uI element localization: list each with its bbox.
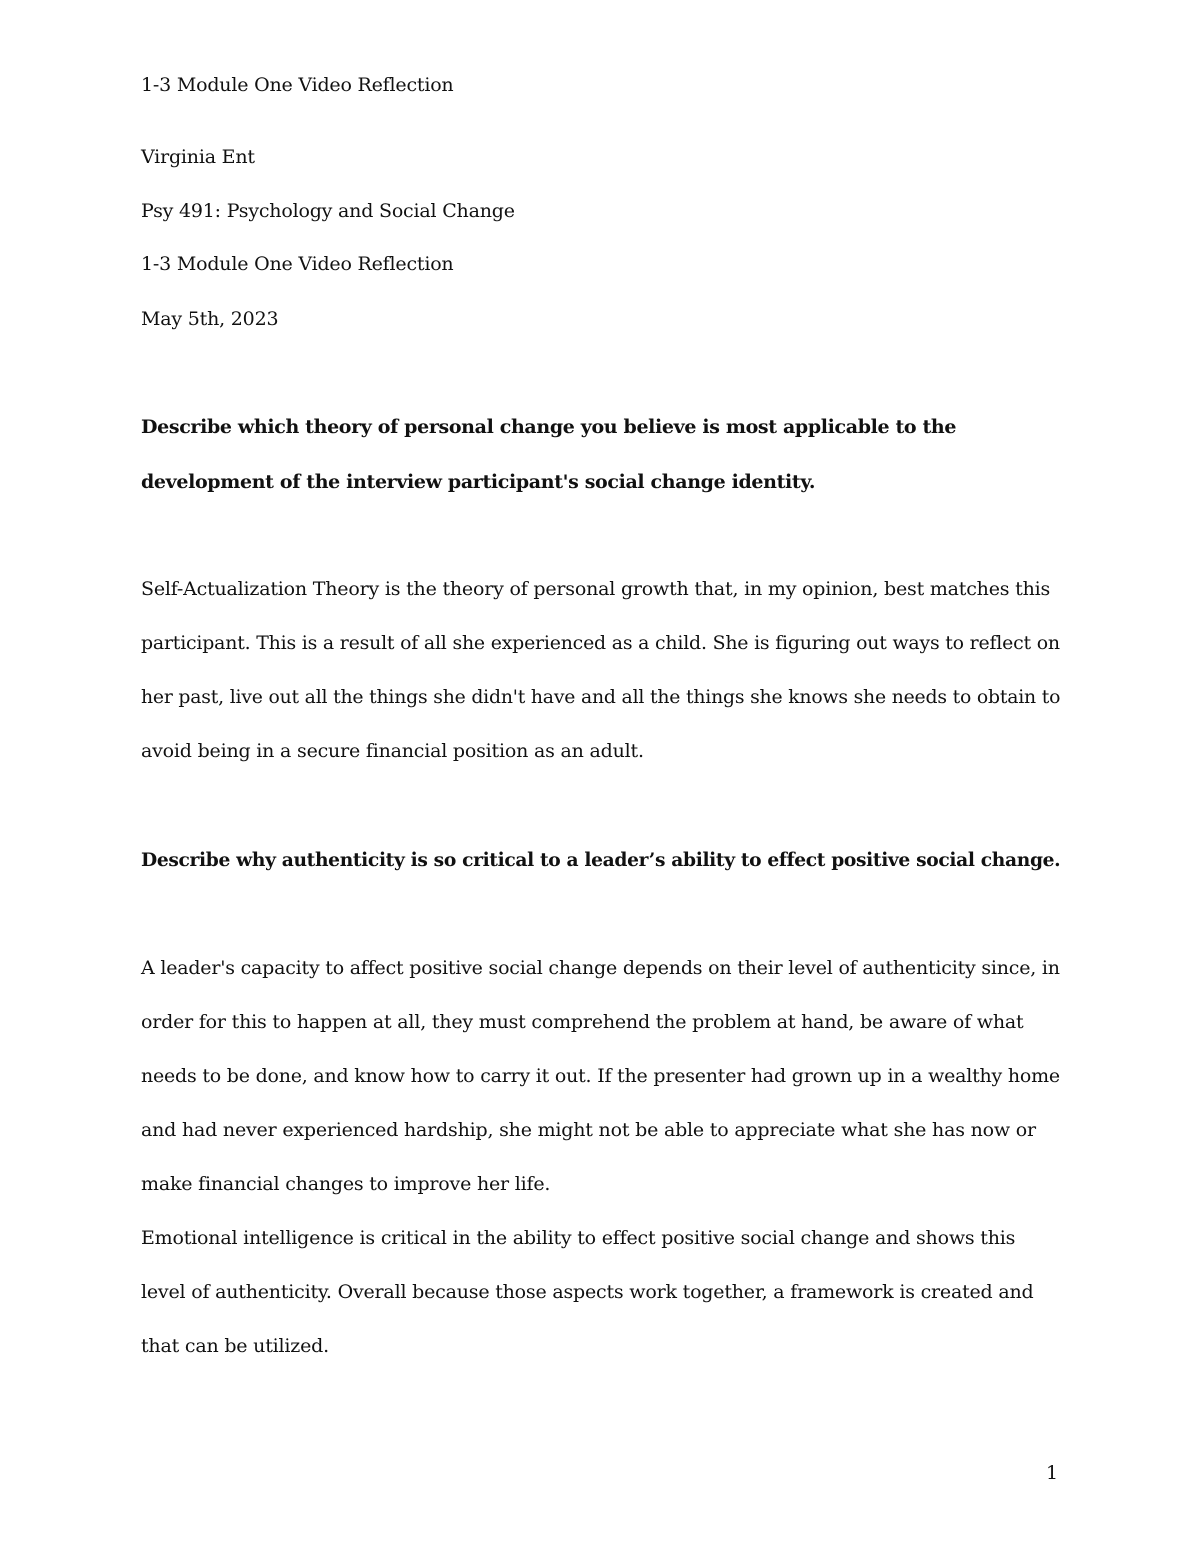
question-1-line: Describe which theory of personal change you believe is most applicable to the <box>141 416 957 438</box>
assignment-title: 1-3 Module One Video Reflection <box>141 253 454 275</box>
running-header: 1-3 Module One Video Reflection <box>141 74 454 96</box>
question-1-line: development of the interview participant's social change identity. <box>141 471 816 493</box>
answer-2-line: make financial changes to improve her life. <box>141 1173 551 1195</box>
answer-1-line: participant. This is a result of all she experienced as a child. She is figuring out ways to reflect on <box>141 632 1060 654</box>
answer-1-line: her past, live out all the things she didn't have and all the things she knows she needs to obtain to <box>141 686 1061 708</box>
answer-1-line: Self-Actualization Theory is the theory of personal growth that, in my opinion, best matches this <box>141 578 1051 600</box>
question-2-line: Describe why authenticity is so critical to a leader’s ability to effect positive social change. <box>141 849 1061 871</box>
answer-1-line: avoid being in a secure financial position as an adult. <box>141 740 644 762</box>
answer-2-line: that can be utilized. <box>141 1335 329 1357</box>
course-name: Psy 491: Psychology and Social Change <box>141 200 515 222</box>
answer-2-line: needs to be done, and know how to carry it out. If the presenter had grown up in a wealthy home <box>141 1065 1060 1087</box>
answer-2-line: and had never experienced hardship, she might not be able to appreciate what she has now or <box>141 1119 1036 1141</box>
answer-2-line: order for this to happen at all, they must comprehend the problem at hand, be aware of what <box>141 1011 1024 1033</box>
author-name: Virginia Ent <box>141 146 255 168</box>
submission-date: May 5th, 2023 <box>141 308 279 330</box>
answer-2-line: A leader's capacity to affect positive social change depends on their level of authenticity since, in <box>141 957 1060 979</box>
answer-2-line: Emotional intelligence is critical in the ability to effect positive social change and shows this <box>141 1227 1016 1249</box>
answer-2-line: level of authenticity. Overall because those aspects work together, a framework is created and <box>141 1281 1034 1303</box>
page-number: 1 <box>1046 1462 1059 1484</box>
